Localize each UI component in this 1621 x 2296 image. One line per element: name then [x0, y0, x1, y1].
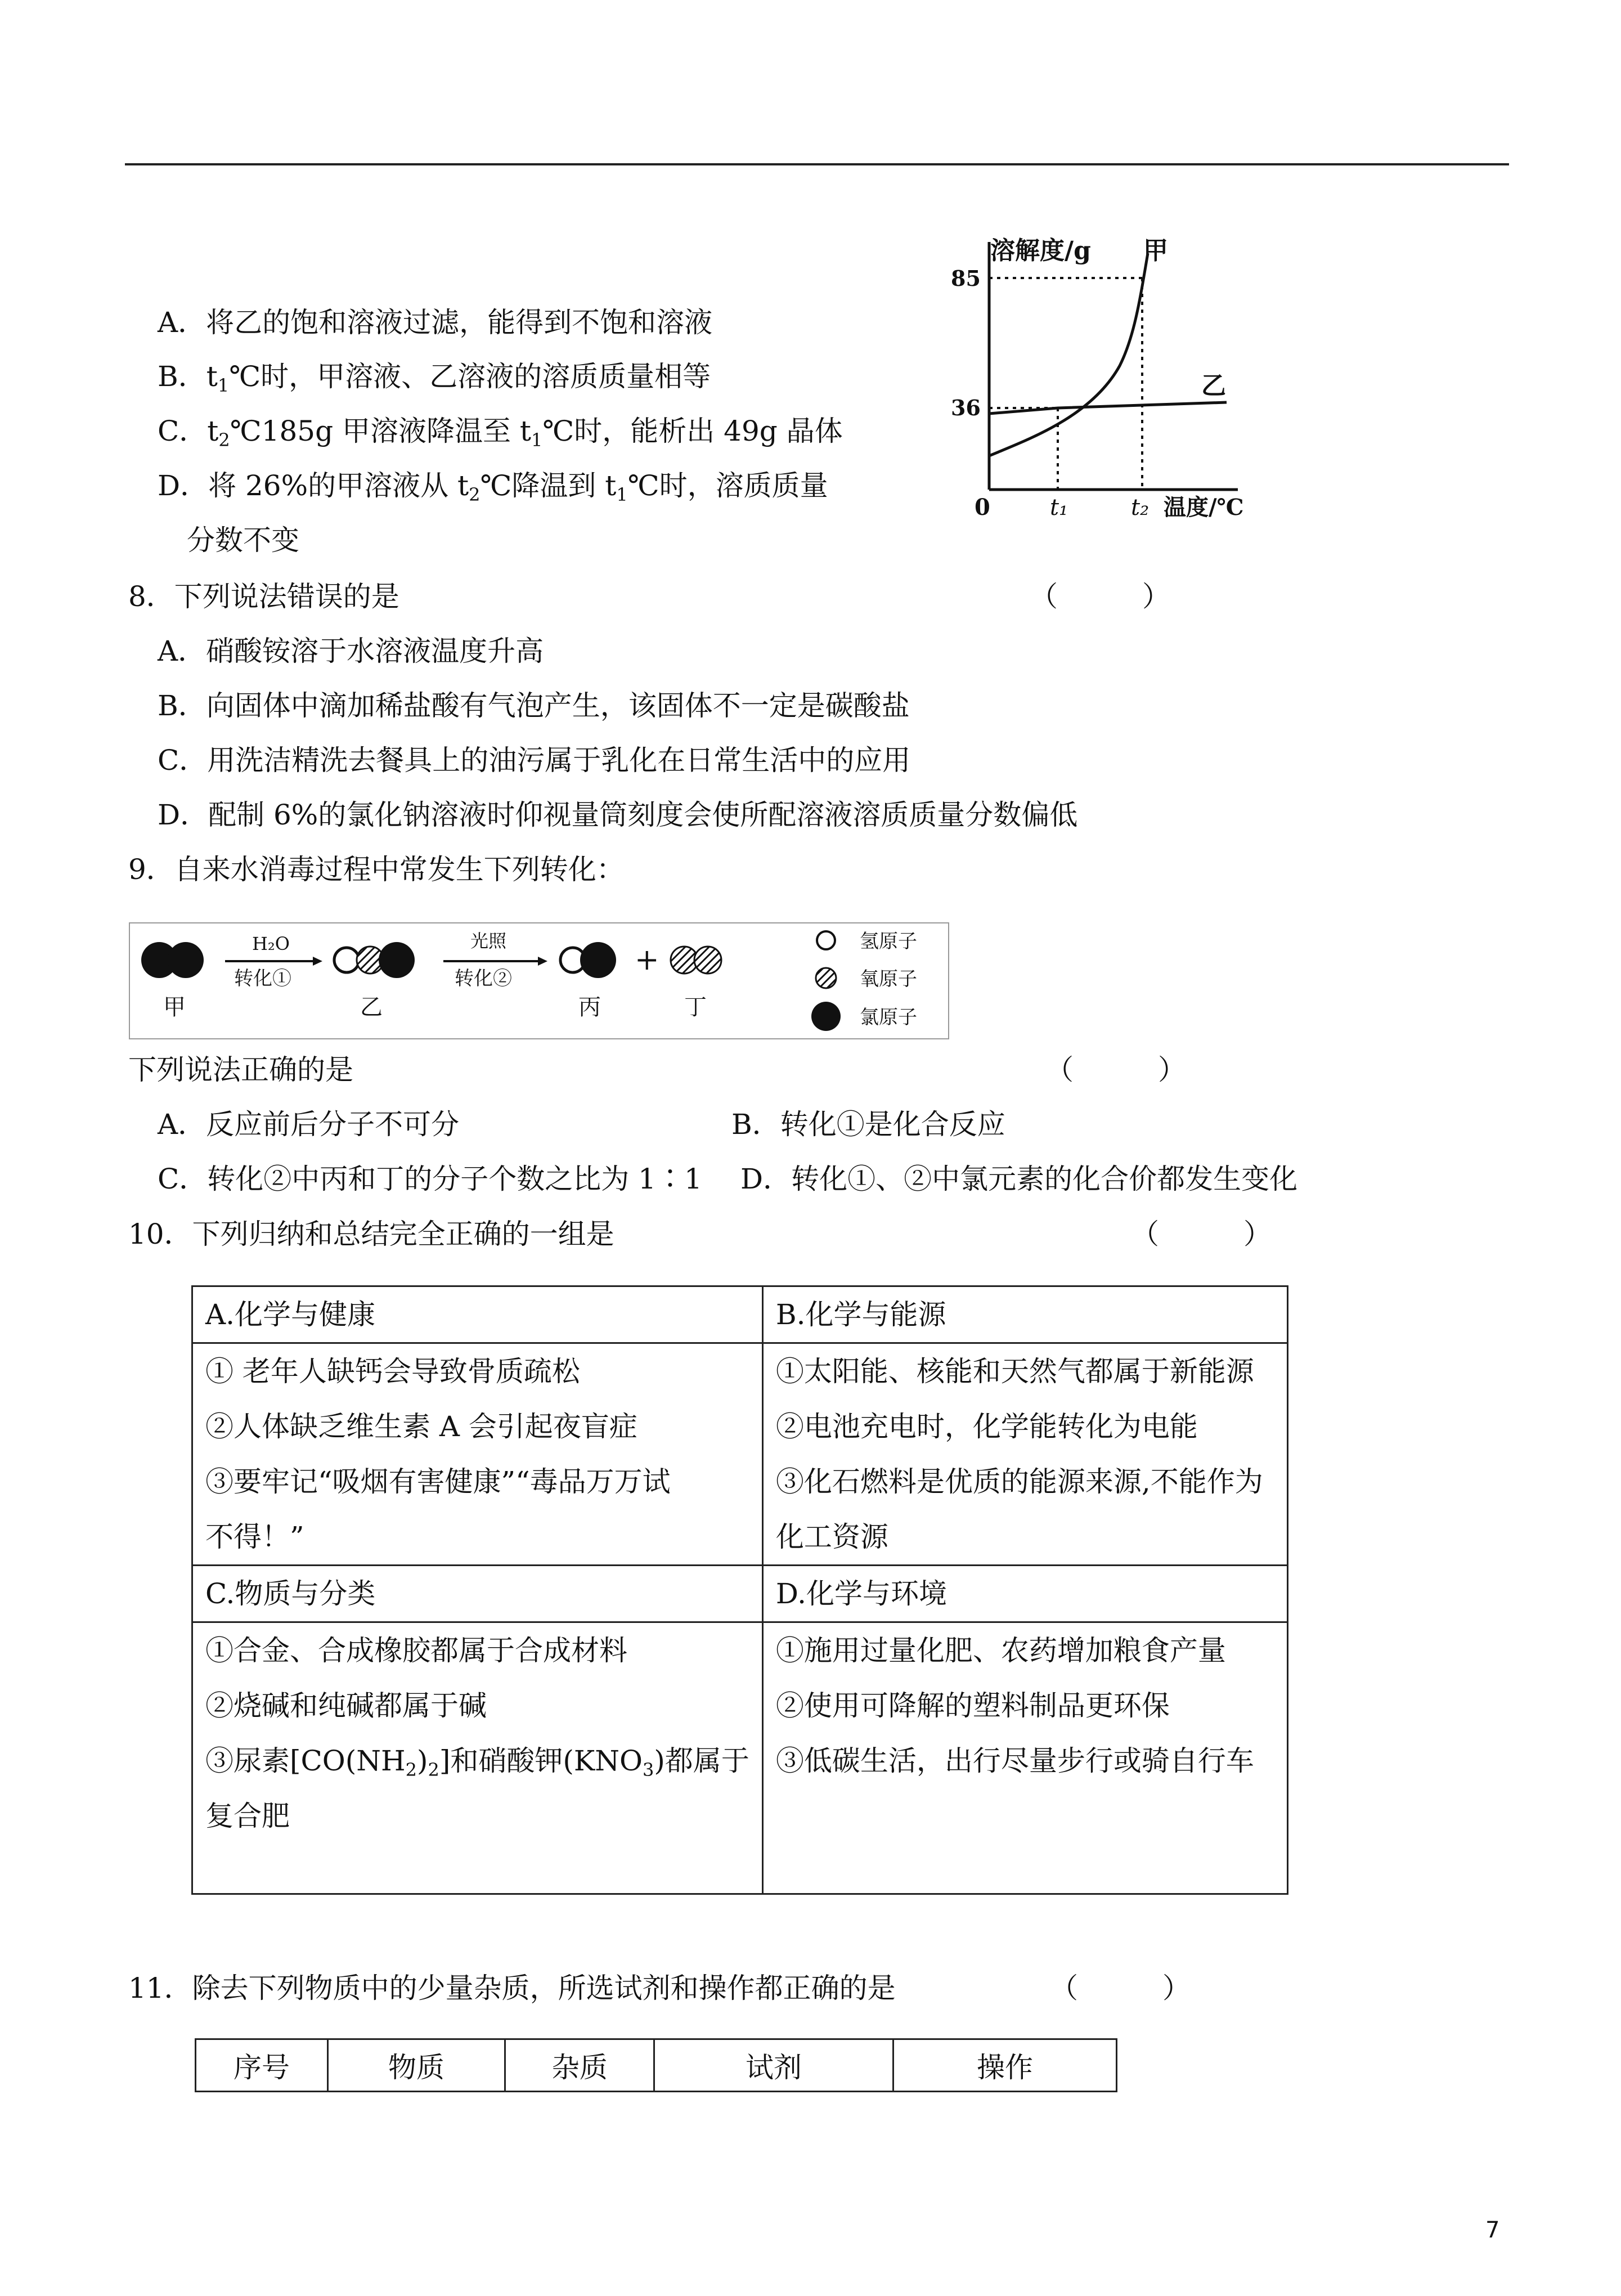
graph-x-label: 温度/℃ — [1164, 494, 1244, 521]
arrow2-bottom: 转化② — [455, 967, 512, 990]
page-number: 7 — [1485, 2217, 1500, 2243]
tick-origin: 0 — [975, 494, 990, 521]
q9-option-d: D．转化①、②中氯元素的化合价都发生变化 — [740, 1163, 1298, 1195]
q7-option-d: D．将 26%的甲溶液从 $t_2℃$降温到 $t_1℃$时，溶质质量 — [158, 469, 828, 505]
q10-answer-paren: （ ） — [1131, 1218, 1272, 1250]
label-bing-molecule: 丙 — [578, 994, 601, 1020]
tick-36: 36 — [951, 395, 981, 420]
arrow1-head — [313, 957, 322, 966]
graph-y-label: 溶解度/g — [990, 236, 1091, 265]
jia-cl-atom-2 — [168, 942, 204, 978]
q8-option-d: D．配制 6%的氯化钠溶液时仰视量筒刻度会使所配溶液溶质质量分数偏低 — [158, 799, 1078, 831]
q8-answer-paren: （ ） — [1030, 580, 1170, 613]
q11-header-operation: 操作 — [893, 2039, 1117, 2092]
q11-table — [195, 2038, 1117, 2092]
label-yi: 乙 — [1201, 371, 1226, 400]
cell-b-head: B.化学与能源 — [762, 1286, 1287, 1343]
cell-d-head: D.化学与环境 — [762, 1566, 1287, 1622]
q8-option-c: C．用洗洁精洗去餐具上的油污属于乳化在日常生活中的应用 — [158, 744, 911, 777]
q10-stem: 10．下列归纳和总结完全正确的一组是 — [128, 1218, 614, 1250]
tick-t2: t₂ — [1131, 495, 1149, 521]
label-yi-molecule: 乙 — [360, 994, 383, 1020]
q11-answer-paren: （ ） — [1050, 1972, 1191, 2004]
q7-option-a: A．将乙的饱和溶液过滤，能得到不饱和溶液 — [158, 306, 713, 339]
q11-header-impurity: 杂质 — [505, 2039, 654, 2092]
legend-o-icon — [816, 968, 836, 988]
q11-header-index: 序号 — [196, 2039, 328, 2092]
header-rule — [125, 163, 1509, 165]
legend-cl-label: 氯原子 — [860, 1006, 917, 1029]
arrow1-bottom: 转化① — [234, 967, 291, 990]
ding-o-atom-2 — [694, 947, 721, 974]
solubility-graph — [945, 231, 1266, 523]
plus-sign: + — [635, 943, 659, 977]
cell-c-head: C.物质与分类 — [192, 1566, 763, 1622]
cell-a-head: A.化学与健康 — [192, 1286, 763, 1343]
cell-a-body: ① 老年人缺钙会导致骨质疏松 ②人体缺乏维生素 A 会引起夜盲症 ③要牢记“吸烟有害健康”“毒品万万试 不得！” — [192, 1343, 763, 1566]
q11-header-reagent: 试剂 — [654, 2039, 893, 2092]
legend-cl-icon — [811, 1002, 841, 1031]
tick-t1: t₁ — [1050, 495, 1068, 521]
q9-option-a: A．反应前后分子不可分 — [158, 1108, 460, 1141]
q7-option-c: C．$t_2℃185g$ 甲溶液降温至 $t_1℃$时，能析出 49g 晶体 — [158, 415, 843, 451]
cell-b-body: ①太阳能、核能和天然气都属于新能源 ②电池充电时，化学能转化为电能 ③化石燃料是优质的能源来源,不能作为 化工资源 — [762, 1343, 1287, 1566]
yi-cl-atom — [379, 942, 415, 978]
tick-85: 85 — [951, 266, 981, 291]
q8-option-b: B．向固体中滴加稀盐酸有气泡产生，该固体不一定是碳酸盐 — [158, 689, 910, 722]
q9-option-b: B．转化①是化合反应 — [731, 1108, 1005, 1141]
reaction-diagram — [128, 922, 950, 1040]
arrow2-top: 光照 — [470, 930, 507, 952]
q9-stem2: 下列说法正确的是 — [128, 1053, 353, 1086]
yi-h-atom — [334, 948, 359, 972]
q9-stem: 9．自来水消毒过程中常发生下列转化： — [128, 853, 625, 886]
bing-cl-atom — [580, 942, 616, 978]
q9-answer-paren: （ ） — [1045, 1053, 1186, 1086]
cell-d-body: ①施用过量化肥、农药增加粮食产量 ②使用可降解的塑料制品更环保 ③低碳生活，出行尽量步行或骑自行车 — [762, 1622, 1287, 1894]
arrow1-top: H₂O — [252, 933, 290, 954]
legend-o-label: 氧原子 — [860, 968, 917, 990]
q7-option-d-continued: 分数不变 — [187, 524, 299, 557]
q7-option-b: B．$t_1℃$时，甲溶液、乙溶液的溶质质量相等 — [158, 360, 711, 396]
q8-option-a: A．硝酸铵溶于水溶液温度升高 — [158, 635, 544, 667]
arrow2-head — [538, 957, 547, 966]
label-jia: 甲 — [1143, 236, 1168, 265]
legend-h-icon — [817, 931, 835, 949]
q8-stem: 8．下列说法错误的是 — [128, 580, 399, 613]
legend-h-label: 氢原子 — [860, 930, 917, 953]
label-ding-molecule: 丁 — [684, 994, 707, 1020]
cell-c-body: ①合金、合成橡胶都属于合成材料 ②烧碱和纯碱都属于碱 ③尿素$[CO(NH_2)_2]$和硝酸钾$(KNO_3)$都属于 复合肥 — [192, 1622, 763, 1894]
label-jia-molecule: 甲 — [163, 994, 186, 1020]
q11-stem: 11．除去下列物质中的少量杂质，所选试剂和操作都正确的是 — [128, 1972, 896, 2004]
q10-table — [191, 1285, 1288, 1895]
q9-option-c: C．转化②中丙和丁的分子个数之比为 1∶1 — [158, 1163, 702, 1195]
q11-header-substance: 物质 — [328, 2039, 505, 2092]
